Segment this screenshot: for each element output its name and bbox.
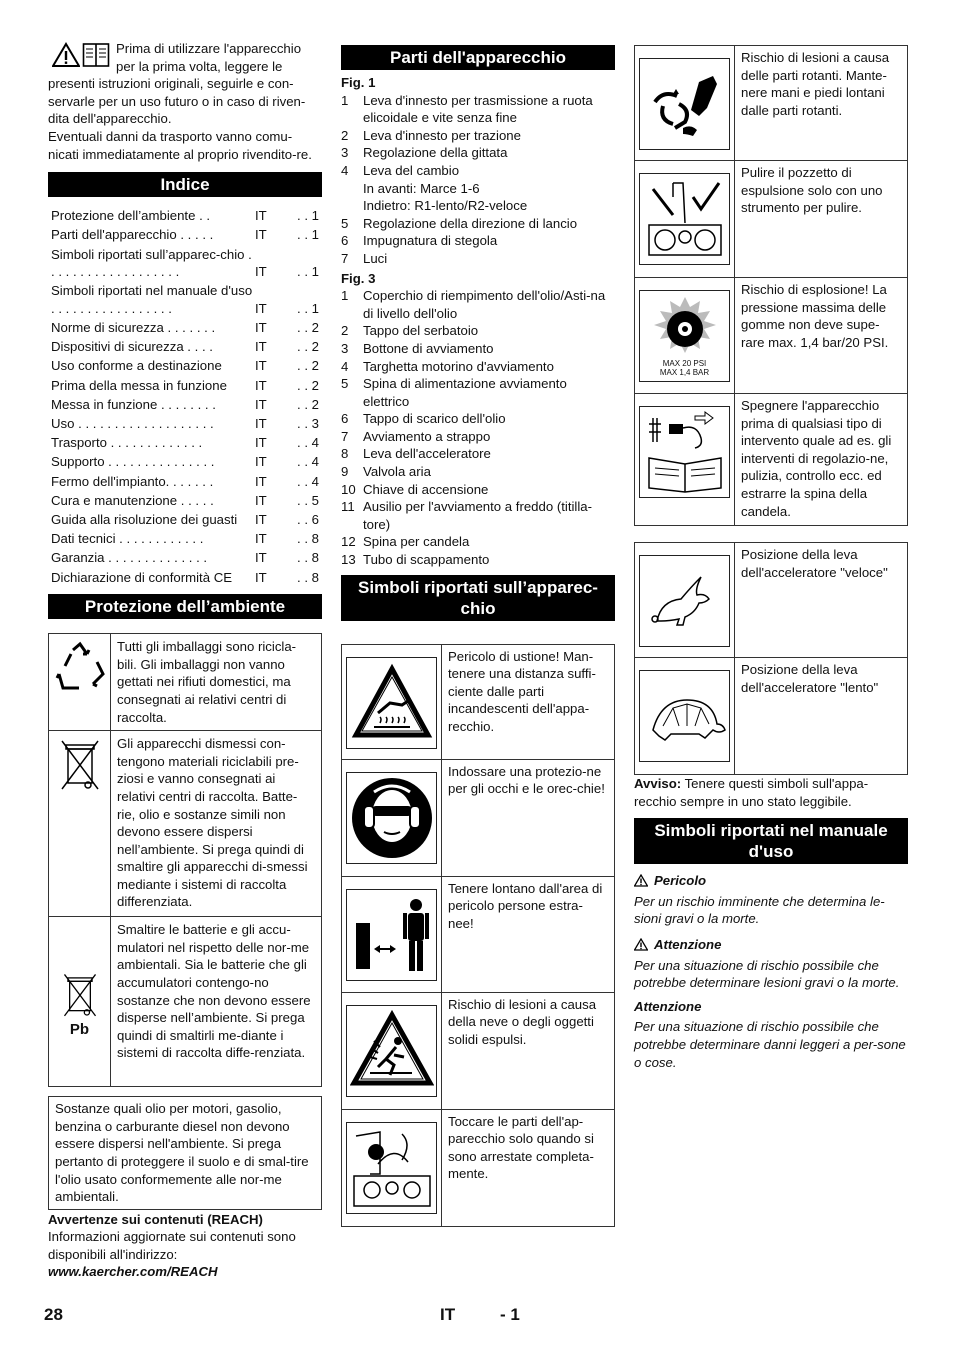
symbol-box-cleaning [634,161,908,278]
list-item [341,162,615,180]
fig3-label: Fig. 3 [341,270,376,286]
list-item-number: 5 [341,376,349,392]
toc-title: Supporto . . . . . . . . . . . . . . . [51,454,215,470]
list-item-number: 3 [341,145,349,161]
device-symbols-boxes [341,644,615,1227]
unplug-spark-icon [643,410,727,494]
toc-title: Trasporto . . . . . . . . . . . . . [51,435,203,451]
caution-label: Attenzione [634,998,702,1014]
manual-symbols-heading: Simboli riportati nel manuale d'uso [634,818,908,864]
list-item [341,445,615,463]
warning-label: Attenzione [654,936,722,952]
toc-page: . . 8 [297,550,319,566]
toc-lang: IT [255,511,267,527]
ejected-objects-icon [350,1009,434,1093]
list-item-text: Targhetta motorino d'avviamento [363,358,554,374]
list-item-text: Regolazione della direzione di lancio [363,215,578,231]
list-item-text: Chiave di accensione [363,481,489,497]
toc-page: . . 1 [297,227,319,243]
toc-row[interactable] [48,226,322,244]
environment-heading: Protezione dell’ambiente [48,594,322,619]
toc-lang: IT [255,416,267,432]
list-item [341,287,615,322]
list-item-number: 12 [341,534,356,550]
list-item-text: Indietro: R1-lento/R2-veloce [363,198,528,214]
warning-label-row [634,936,908,954]
toc-page: . . 2 [297,339,319,355]
list-item-text: Spina per candela [363,534,470,550]
list-item [341,250,615,268]
manual-book-icon [82,42,110,68]
toc-row[interactable] [48,511,322,529]
battery-box [48,917,322,1087]
list-item-number: 4 [341,162,349,178]
toc-lang: IT [255,320,267,336]
throttle-symbols [634,542,908,775]
environment-boxes [48,633,322,1087]
list-item-number: 8 [341,446,349,462]
keep-distance-icon [350,893,434,977]
toc-page: . . 1 [297,300,319,316]
list-item-text: Avviamento a strappo [363,428,491,444]
list-item-number: 11 [341,499,355,515]
list-item [341,144,615,162]
toc-title: Cura e manutenzione . . . . . [51,492,214,508]
list-item [341,197,615,215]
list-item-number: 6 [341,233,349,249]
column-left [48,40,322,1281]
list-item [341,127,615,145]
toc-lang: IT [255,435,267,451]
toc-row[interactable] [48,207,322,225]
page-number: 28 [44,1305,63,1324]
list-item-text: Tappo del serbatoio [363,323,479,339]
toc-title: Fermo dell'impianto. . . . . . . [51,473,214,489]
toc-row[interactable] [48,338,322,356]
symbol-box-hot [341,644,615,760]
toc-page: . . 2 [297,377,319,393]
intro-paragraph-1: Prima di utilizzare l'apparecchio per la prima volta, leggere le presenti istruzioni originali, seguirle e con-servarle per un uso futuro o in caso di riven-dita dell'apparecchio. [48,41,306,127]
toc-page: . . 3 [297,416,319,432]
toc-title: Prima della messa in funzione [51,377,227,393]
toc-row[interactable] [48,453,322,471]
list-item [341,215,615,233]
danger-label: Pericolo [654,873,707,889]
toc-row[interactable] [48,377,322,395]
list-item-number: 1 [341,288,349,304]
caution-text: Per una situazione di rischio possibile che potrebbe determinare danni leggeri a per-sone o cose. [634,1019,906,1070]
column-right [634,40,908,1071]
list-item-text: Valvola aria [363,464,431,480]
toc-title: Protezione dell’ambiente . . [51,208,211,224]
toc-page: . . 6 [297,511,319,527]
symbol-text-cleaning: Pulire il pozzetto di espulsione solo con uno strumento per pulire. [741,165,883,216]
toc-lang: IT [255,454,267,470]
toc-row[interactable] [48,246,322,281]
warning-triangle-icon [634,874,648,887]
toc-row[interactable] [48,319,322,337]
toc-title: Guida alla risoluzione dei guasti [51,511,238,527]
toc-page: . . 2 [297,396,319,412]
symbol-box-hand-foot [634,45,908,161]
list-item-number: 10 [341,481,356,497]
toc-lang: IT [255,264,267,280]
symbol-box-fast [634,542,908,658]
list-item [341,551,615,569]
turtle-icon [643,674,727,758]
toc-page: . . 8 [297,569,319,585]
table-of-contents [48,207,322,586]
list-item [341,410,615,428]
recycling-icon [53,640,107,694]
toc-page: . . 2 [297,358,319,374]
list-item-text: Tubo di scappamento [363,552,490,568]
toc-title: Dati tecnici . . . . . . . . . . . . [51,531,204,547]
list-item [341,498,615,533]
intro [48,40,322,163]
list-item-number: 4 [341,358,349,374]
symbol-text-hand-foot: Rischio di lesioni a causa delle parti rotanti. Mante-nere mani e piedi lontani dalle parti rotanti. [741,50,890,118]
toc-title: Parti dell'apparecchio . . . . . [51,227,214,243]
list-item [341,463,615,481]
toc-page: . . 1 [297,264,319,280]
toc-lang: IT [255,550,267,566]
list-item-text: Ausilio per l'avviamento a freddo (titilla-tore) [363,499,593,532]
toc-lang: IT [255,396,267,412]
hot-surface-icon [350,661,434,745]
list-item-text: Leva d'innesto per trasmissione a ruota elicoidale e vite senza fine [363,92,593,126]
intro-paragraph-2: Eventuali danni da trasporto vanno comu-nicati immediatamente al proprio rivendito-re. [48,128,312,162]
toc-lang: IT [255,473,267,489]
list-item [341,92,615,127]
list-item-number [341,180,363,198]
weee-text: Gli apparecchi dismessi con-tengono materiali riciclabili pre-ziosi e vanno consegnati ai relativi centri di raccolta. Batte-rie, olio e sostanze simili non devono essere dispersi nell’ambiente. Si prega quindi di smaltire gli apparecchi di-smessi mediante i sistemi di raccolta differenziata. [117,736,308,910]
toc-title: Dichiarazione di conformità CE [51,569,233,585]
pb-label: Pb [69,1020,90,1038]
rotating-hand-foot-icon [643,62,727,146]
toc-lang: IT [255,208,267,224]
list-item-number: 9 [341,464,349,480]
list-item-text: Leva dell'acceleratore [363,446,491,462]
warning-triangle-icon [52,42,80,68]
fig1-list [341,92,615,268]
list-item [341,358,615,376]
symbol-box-unplug [634,394,908,526]
toc-row[interactable] [48,434,322,452]
symbol-box-protection [341,760,615,877]
list-item-number: 6 [341,411,349,427]
tire-label-bar: MAX 1,4 BAR [659,368,710,377]
list-item-number: 7 [341,428,349,444]
recycling-box [48,633,322,731]
toc-title: Simboli riportati nel manuale d'uso . . . . . . . . . . . . . . . . . [51,283,253,316]
toc-row[interactable] [48,473,322,491]
list-item [341,375,615,410]
toc-row[interactable] [48,282,322,317]
toc-page: . . 4 [297,454,319,470]
list-item-text: Bottone di avviamento [363,340,494,356]
eye-ear-protection-icon [350,776,434,860]
toc-page: . . 1 [297,208,319,224]
toc-title: Simboli riportati sull’apparec-chio . . . . . . . . . . . . . . . . . . . [51,246,252,280]
toc-lang: IT [255,358,267,374]
symbol-text-slow: Posizione della leva dell'acceleratore "lento" [741,662,879,695]
list-item [341,180,615,198]
symbol-text-rotating: Toccare le parti dell'ap-parecchio solo quando si sono arrestate completa-mente. [448,1113,594,1182]
symbol-text-ejected: Rischio di lesioni a causa della neve o degli oggetti solidi espulsi. [448,996,597,1047]
fig3-list [341,287,615,569]
list-item-text: Impugnatura di stegola [363,233,498,249]
list-item-text: Tappo di scarico dell'olio [363,411,506,427]
toc-row[interactable] [48,530,322,548]
symbol-box-tire [634,278,908,394]
crossed-bin-battery-icon [60,971,100,1021]
device-symbols-boxes-right [634,45,908,526]
toc-page: . . 4 [297,473,319,489]
symbol-box-rotating [341,1110,615,1227]
symbol-text-unplug: Spegnere l'apparecchio prima di qualsiasi tipo di intervento quale ad es. gli interventi di regolazio-ne, pulizia, controllo ecc. ed estrarre la spina della candela. [741,398,892,519]
list-item-number: 3 [341,340,349,356]
crossed-bin-icon [58,737,102,795]
list-item-number: 1 [341,92,349,108]
toc-row[interactable] [48,357,322,375]
notice-text: Tenere questi simboli sull'appa-recchio sempre in uno stato leggibile. [634,776,869,809]
list-item [341,232,615,250]
list-item-text: Leva d'innesto per trazione [363,127,521,143]
toc-lang: IT [255,227,267,243]
toc-title: Norme di sicurezza . . . . . . . [51,320,216,336]
list-item-text: Regolazione della gittata [363,145,508,161]
symbol-box-ejected [341,993,615,1110]
toc-lang: IT [255,531,267,547]
toc-page: . . 5 [297,492,319,508]
list-item [341,481,615,499]
toc-title: Uso . . . . . . . . . . . . . . . . . . . [51,416,214,432]
toc-lang: IT [255,377,267,393]
rotating-parts-stop-icon [350,1126,434,1210]
battery-text: Smaltire le batterie e gli accu-mulatori nel rispetto delle nor-me ambientali. Sia le batterie che gli accumulatori contengo-no sostanze che non devono essere disperse nell’ambiente. Si prega quindi di smaltirli me-diante i sistemi di raccolta diffe-renziata. [117,922,311,1061]
toc-page: . . 2 [297,320,319,336]
list-item-text: Leva del cambio [363,162,460,178]
symbol-text-tire: Rischio di esplosione! La pressione massima delle gomme non deve supe-rare max. 1,4 bar/20 PSI. [741,282,889,350]
symbol-text-protection: Indossare una protezio-ne per gli occhi e le orec-chie! [448,763,605,797]
weee-box [48,731,322,917]
toc-lang: IT [255,569,267,585]
symbol-box-distance [341,877,615,993]
list-item-number: 2 [341,127,349,143]
warning-triangle-icon [634,938,648,951]
cleaning-tool-icon [643,177,727,261]
symbol-box-slow [634,658,908,775]
notice-label: Avviso: [634,776,682,791]
danger-text: Per un rischio imminente che determina le-sioni gravi o la morte. [634,893,885,927]
column-middle [341,40,615,1227]
toc-lang: IT [255,492,267,508]
notice [634,775,908,810]
toc-row[interactable] [48,396,322,414]
toc-lang: IT [255,300,267,316]
device-symbols-heading: Simboli riportati sull’apparec-chio [341,575,615,621]
toc-title: Uso conforme a destinazione [51,358,222,374]
toc-title: Messa in funzione . . . . . . . . [51,396,216,412]
footer-section: - 1 [500,1305,520,1324]
toc-row[interactable] [48,492,322,510]
list-item [341,428,615,446]
reach-title: Avvertenze sui contenuti (REACH) [48,1211,263,1227]
warning-text: Per una situazione di rischio possibile che potrebbe determinare lesioni gravi o la morte. [634,957,900,991]
toc-page: . . 8 [297,531,319,547]
list-item-text: In avanti: Marce 1-6 [363,180,480,196]
toc-title: Dispositivi di sicurezza . . . . [51,339,213,355]
list-item-number: 2 [341,323,349,339]
list-item-text: Luci [363,250,388,266]
intro-icons [52,42,110,68]
toc-heading: Indice [48,172,322,197]
toc-row[interactable] [48,569,322,587]
toc-page: . . 4 [297,435,319,451]
toc-row[interactable] [48,549,322,567]
reach-text: Informazioni aggiornate sui contenuti sono disponibili all'indirizzo: [48,1229,296,1262]
list-item [341,322,615,340]
reach-link[interactable]: www.kaercher.com/REACH [48,1264,218,1280]
rabbit-icon [643,559,727,643]
list-item-number: 13 [341,552,356,568]
symbol-text-hot: Pericolo di ustione! Man-tenere una distanza suffi-ciente dalle parti incandescenti dell'appa-recchio. [448,648,596,734]
danger-label-row [634,872,908,890]
tire-label-psi: MAX 20 PSI [662,359,707,368]
symbol-text-fast: Posizione della leva dell'acceleratore "veloce" [741,547,888,580]
list-item-number [341,197,363,215]
footer-lang: IT [440,1305,456,1324]
parts-heading: Parti dell'apparecchio [341,45,615,70]
list-item-text: Coperchio di riempimento dell'olio/Asti-na di livello dell'olio [363,288,606,321]
recycling-text: Tutti gli imballaggi sono ricicla-bili. Gli imballaggi non vanno gettati nei rifiuti domestici, ma consegnati ai relativi centri di raccolta. [117,639,297,725]
tire-pressure-icon [650,295,720,359]
toc-lang: IT [255,339,267,355]
list-item-number: 7 [341,250,349,266]
symbol-text-distance: Tenere lontano dall'area di pericolo persone estra-nee! [448,880,603,931]
list-item-number: 5 [341,215,349,231]
list-item [341,533,615,551]
oil-box: Sostanze quali olio per motori, gasolio, benzina o carburante diesel non devono essere dispersi nell'ambiente. Si prega pertanto di proteggere il suolo e di smal-tire l'olio usato conformemente alle nor-me ambientali. [48,1096,322,1210]
fig1-label: Fig. 1 [341,75,376,90]
toc-title: Garanzia . . . . . . . . . . . . . . [51,550,208,566]
toc-row[interactable] [48,415,322,433]
list-item-text: Spina di alimentazione avviamento elettrico [363,376,567,409]
list-item [341,340,615,358]
